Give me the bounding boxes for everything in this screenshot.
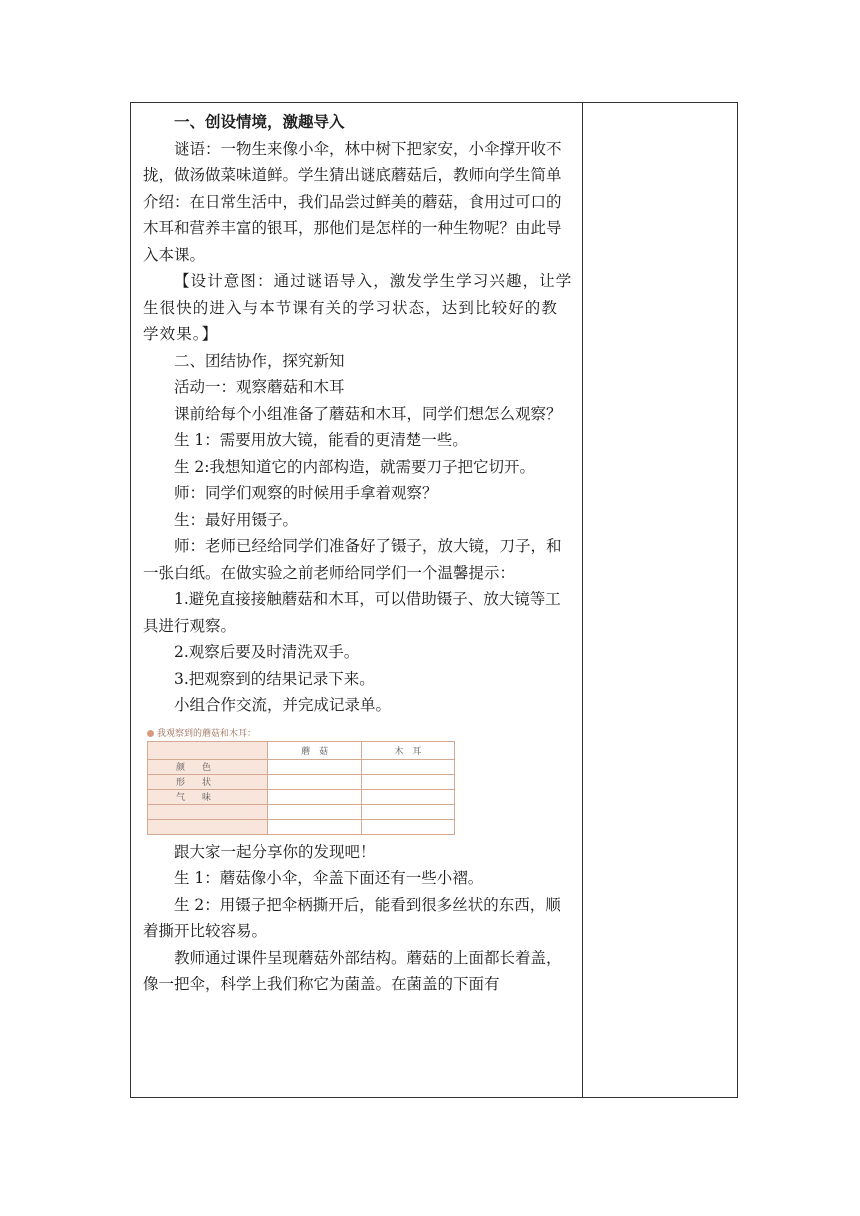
paragraphs-after	[143, 839, 573, 998]
record-sheet-header-cell: 木 耳	[361, 741, 454, 759]
paragraph: 师：老师已经给同学们准备好了镊子，放大镜，刀子，和一张白纸。在做实验之前老师给同学们一个温馨提示：	[143, 537, 562, 582]
paragraph: 生 1：蘑菇像小伞，伞盖下面还有一些小褶。	[174, 869, 484, 887]
record-sheet-blank-cell	[361, 819, 454, 834]
record-sheet-blank-cell	[361, 804, 454, 819]
bullet-dot-icon	[147, 730, 154, 737]
paragraph: 教师通过课件呈现蘑菇外部结构。蘑菇的上面都长着盖，像一把伞，科学上我们称它为菌盖。在菌盖的下面有	[143, 948, 562, 993]
record-sheet-row	[148, 759, 455, 774]
paragraph: 1.避免直接接触蘑菇和木耳，可以借助镊子、放大镜等工具进行观察。	[143, 590, 561, 635]
record-sheet-caption	[147, 727, 455, 741]
paragraph: 师：同学们观察的时候用手拿着观察？	[174, 484, 438, 502]
record-sheet-blank-cell	[268, 804, 361, 819]
paragraph: 课前给每个小组准备了蘑菇和木耳，同学们想怎么观察？	[174, 404, 562, 423]
record-sheet-blank-cell	[268, 774, 361, 789]
record-sheet-row	[148, 774, 455, 789]
record-sheet-row-label	[148, 804, 268, 819]
record-sheet-blank-cell	[268, 819, 361, 834]
record-sheet-header-cell	[148, 741, 268, 759]
paragraph: 生 2：用镊子把伞柄撕开后，能看到很多丝状的东西，顺着撕开比较容易。	[143, 895, 561, 940]
record-sheet-row-label: 形 状	[148, 774, 268, 789]
record-sheet-figure	[143, 727, 455, 835]
record-sheet-row-label: 颜 色	[148, 759, 268, 774]
record-sheet-row-label: 气 味	[148, 789, 268, 804]
paragraph: 3.把观察到的结果记录下来。	[174, 669, 375, 688]
record-sheet-blank-cell	[361, 789, 454, 804]
record-sheet-blank-cell	[361, 759, 454, 774]
column-divider	[582, 103, 583, 1097]
paragraph: 一、创设情境，激趣导入	[174, 112, 345, 131]
record-sheet-blank-cell	[268, 789, 361, 804]
record-sheet-blank-cell	[361, 774, 454, 789]
record-sheet-row	[148, 789, 455, 804]
paragraph: 生 2:我想知道它的内部构造，就需要刀子把它切开。	[174, 457, 536, 476]
record-sheet-header-cell: 蘑 菇	[268, 741, 361, 759]
lesson-content-cell	[143, 109, 573, 998]
paragraph: 跟大家一起分享你的发现吧！	[174, 842, 376, 861]
paragraph: 活动一：观察蘑菇和木耳	[174, 378, 345, 396]
lesson-table	[130, 102, 738, 1098]
paragraph: 【设计意图：通过谜语导入，激发学生学习兴趣，让学生很快的进入与本节课有关的学习状态，达到比较好的教学效果。】	[143, 272, 573, 343]
record-sheet-row	[148, 819, 455, 834]
paragraph: 二、团结协作，探究新知	[174, 351, 345, 370]
record-sheet-row-label	[148, 819, 268, 834]
paragraph: 小组合作交流，并完成记录单。	[174, 696, 392, 714]
record-sheet-caption-text: 我观察到的蘑菇和木耳：	[157, 728, 257, 739]
record-sheet-blank-cell	[268, 759, 361, 774]
record-sheet-row	[148, 804, 455, 819]
paragraph: 2.观察后要及时清洗双手。	[174, 643, 360, 661]
record-sheet-table	[147, 741, 455, 835]
paragraph: 谜语：一物生来像小伞，林中树下把家安，小伞撑开收不拢，做汤做菜味道鲜。学生猜出谜底蘑菇后，教师向学生简单介绍：在日常生活中，我们品尝过鲜美的蘑菇，食用过可口的木耳和营养丰富的银耳，那他们是怎样的一种生物呢？由此导入本课。	[143, 139, 562, 264]
paragraph: 生：最好用镊子。	[174, 510, 299, 529]
paragraph: 生 1：需要用放大镜，能看的更清楚一些。	[174, 431, 468, 449]
paragraphs-before	[143, 109, 573, 719]
